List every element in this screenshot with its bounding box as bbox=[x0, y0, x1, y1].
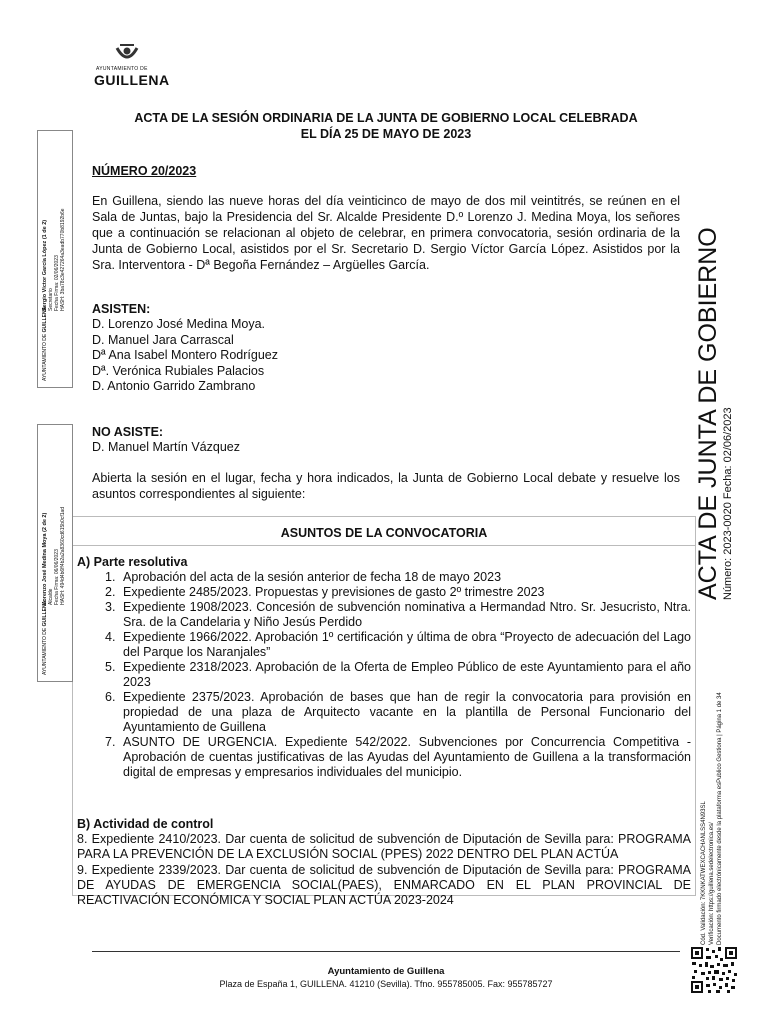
item-number: 6. bbox=[105, 690, 116, 704]
item-text: Expediente 2485/2023. Propuestas y previsiones de gasto 2º trimestre 2023 bbox=[123, 585, 545, 599]
signature-date: Fecha Firma: 02/06/2023 bbox=[54, 255, 60, 311]
item-text: ASUNTO DE URGENCIA. Expediente 542/2022. Subvenciones por Concurrencia Competitiva - Aprobación de cuentas justificativas de las Ayudas del Ayuntamiento de Guillena a la transformación digital de empresas y empresarios individuales del municipio. bbox=[123, 735, 691, 779]
signer-role: Secretario bbox=[48, 288, 54, 311]
list-item: Dª Ana Isabel Montero Rodríguez bbox=[92, 348, 278, 362]
item-text: Expediente 1966/2022. Aprobación 1º certificación y última de obra “Proyecto de adecuación del Lago del Parque los Naranjales” bbox=[123, 630, 691, 659]
attendees-list bbox=[92, 317, 278, 395]
qr-code-icon bbox=[690, 946, 738, 994]
signature-box bbox=[37, 424, 73, 682]
signature-platform-note: Documento firmado electrónicamente desde la plataforma esPublico Gestiona | Página 1 de 34 bbox=[717, 692, 723, 945]
item-text: Expediente 2375/2023. Aprobación de bases que han de regir la convocatoria para provisión en propiedad de una plaza de Arquitecto vacante en la plantilla de Personal Funcionario del Ayuntamiento de Guillena bbox=[123, 690, 691, 734]
item-number: 3. bbox=[105, 600, 116, 614]
document-type-stamp: ACTA DE JUNTA DE GOBIERNO bbox=[694, 227, 722, 600]
footer-address: Plaza de España 1, GUILLENA. 41210 (Sevilla). Tfno. 955785005. Fax: 955785727 bbox=[219, 979, 553, 989]
section-a-heading: A) Parte resolutiva bbox=[77, 555, 188, 569]
agenda-list bbox=[105, 570, 691, 780]
footer-divider bbox=[92, 951, 680, 952]
control-item: 8. Expediente 2410/2023. Dar cuenta de solicitud de subvención de Diputación de Sevilla para: PROGRAMA PARA LA PREVENCIÓN DE LA EXCLUSIÓN SOCIAL (PPES) 2022 DENTRO DEL PLAN ACTÚA bbox=[77, 832, 691, 861]
signer-name: Sergio Víctor García López (1 de 2) bbox=[42, 219, 48, 311]
agenda-item bbox=[105, 660, 691, 690]
title-line-2: EL DÍA 25 DE MAYO DE 2023 bbox=[300, 127, 472, 141]
opening-paragraph: Abierta la sesión en el lugar, fecha y hora indicados, la Junta de Gobierno Local debate y resuelve los asuntos correspondientes al siguiente: bbox=[92, 471, 680, 501]
item-number: 7. bbox=[105, 735, 116, 749]
control-item: 9. Expediente 2339/2023. Dar cuenta de solicitud de subvención de Diputación de Sevilla para: PROGRAMA DE AYUDAS DE EMERGENCIA SOCIAL(PAES), ENMARCADO EN EL PLAN PROVINCIAL DE REACTIVACIÓN ECONÓMICA Y SOCIAL PLAN ACTÚA 2023-2024 bbox=[77, 863, 691, 907]
signature-text bbox=[42, 208, 66, 311]
agenda-box bbox=[72, 516, 696, 907]
signer-name: Lorenzo José Medina Moya (2 de 2) bbox=[42, 512, 48, 605]
absent-list bbox=[92, 440, 240, 456]
item-number: 1. bbox=[105, 570, 116, 584]
divider bbox=[73, 545, 695, 546]
agenda-item bbox=[105, 735, 691, 780]
attendees-label: ASISTEN: bbox=[92, 302, 151, 316]
item-text: Aprobación del acta de la sesión anterior de fecha 18 de mayo 2023 bbox=[123, 570, 502, 584]
list-item: D. Lorenzo José Medina Moya. bbox=[92, 317, 266, 331]
agenda-item bbox=[105, 570, 691, 585]
logo-subtitle: AYUNTAMIENTO DE bbox=[96, 66, 148, 72]
signature-text bbox=[42, 507, 66, 605]
signature-date: Fecha Firma: 06/06/2023 bbox=[54, 549, 60, 605]
list-item: D. Manuel Jara Carrascal bbox=[92, 332, 234, 347]
signature-logo: AYUNTAMIENTO DE GUILLENA bbox=[42, 306, 48, 381]
agenda-title: ASUNTOS DE LA CONVOCATORIA bbox=[280, 526, 488, 540]
section-b-heading: B) Actividad de control bbox=[77, 817, 214, 831]
validation-info bbox=[700, 692, 724, 945]
verification-url: Verificación: https://guillena.sedelectronica.es/ bbox=[709, 822, 715, 945]
absent-label: NO ASISTE: bbox=[92, 425, 164, 439]
item-number: 5. bbox=[105, 660, 116, 674]
validation-code: Cód. Validación: 7KKNKATWEXCACHANLSS4N93SL bbox=[701, 801, 707, 945]
logo-title: GUILLENA bbox=[94, 72, 170, 88]
agenda-item bbox=[105, 630, 691, 660]
signature-hash: HASH: 494d4b6ff4b2a2a8360cd615b0cf1ad bbox=[60, 506, 66, 605]
list-item: D. Antonio Garrido Zambrano bbox=[92, 379, 256, 393]
agenda-item bbox=[105, 600, 691, 630]
document-title bbox=[92, 110, 680, 142]
item-number: 2. bbox=[105, 585, 116, 599]
signature-logo: AYUNTAMIENTO DE GUILLENA bbox=[42, 600, 48, 675]
agenda-item bbox=[105, 690, 691, 735]
coat-of-arms-icon bbox=[114, 44, 140, 64]
item-text: Expediente 2318/2023. Aprobación de la Oferta de Empleo Público de este Ayuntamiento para el año 2023 bbox=[123, 660, 691, 689]
list-item: D. Manuel Martín Vázquez bbox=[92, 440, 240, 454]
list-item: Dª. Verónica Rubiales Palacios bbox=[92, 363, 265, 378]
signature-hash: HASH: 3ba78c3e427264a3eadb770b8192b6e bbox=[60, 208, 66, 311]
signer-role: Alcalde bbox=[48, 588, 54, 605]
footer-organization: Ayuntamiento de Guillena bbox=[327, 966, 445, 977]
title-line-1: ACTA DE LA SESIÓN ORDINARIA DE LA JUNTA DE GOBIERNO LOCAL CELEBRADA bbox=[134, 111, 638, 125]
item-number: 4. bbox=[105, 630, 116, 644]
session-number: NÚMERO 20/2023 bbox=[92, 164, 197, 178]
number-date-stamp: Número: 2023-0020 Fecha: 02/06/2023 bbox=[722, 407, 734, 600]
signature-box bbox=[37, 130, 73, 388]
item-text: Expediente 1908/2023. Concesión de subvención nominativa a Hermandad Ntro. Sr. Jesucristo, Ntra. Sra. de la Candelaria y Niño Jesús Perdido bbox=[123, 600, 691, 629]
agenda-item bbox=[105, 585, 691, 600]
intro-paragraph: En Guillena, siendo las nueve horas del día veinticinco de mayo de dos mil veintitrés, se reúnen en el Sala de Juntas, bajo la Presidencia del Sr. Alcalde Presidente D.º Lorenzo J. Medina Moya, los señores que a continuación se relacionan al objeto de celebrar, en primera convocatoria, sesión ordinaria de la Junta de Gobierno Local, asistidos por el Sr. Secretario D. Sergio Víctor García López. Asistidos por la Sra. Interventora - Dª Begoña Fernández – Argüelles García. bbox=[92, 194, 680, 272]
